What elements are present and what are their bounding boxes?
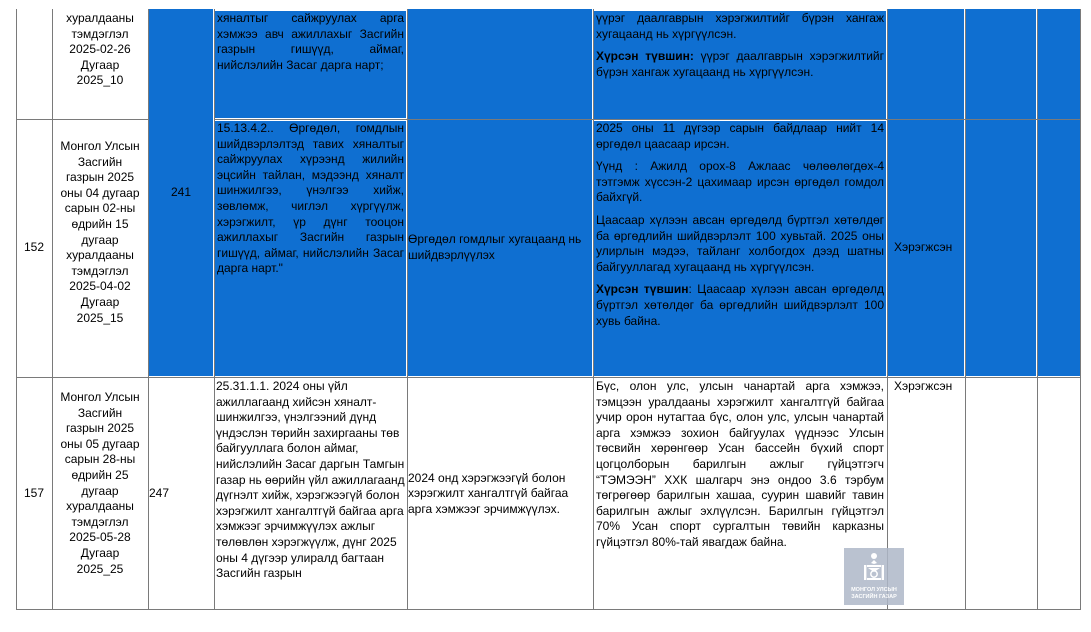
- decision-line: Засгийн: [77, 154, 123, 169]
- task-cell: 25.31.1.1. 2024 оны үйл ажиллагаанд хийсэн хяналт-шинжилгээ, үнэлгээний дүнд үндэслэн төрийн захиргааны төв байгууллага болон аймаг, нийслэлийн Засаг даргын Тамгын газар нь өөрийн үйл ажиллагаанд дүгнэлт хийж, хэрэгжээгүй болон хэрэгжилт хангалтгүй байгаа арга хэмжээг эрчимжүүлэх ажлыг төлөвлөн хэрэгжүүлж, дүнг 2025 оны 4 дүгээр улиралд багтаан Засгийн газрын: [215, 379, 406, 610]
- decision-line: Дугаар: [80, 294, 120, 309]
- decision-line: 2025_15: [76, 310, 124, 325]
- extra-cell: [966, 9, 1036, 119]
- decision-line: Засгийн: [77, 405, 123, 420]
- decision-line: сарын 02-ны: [64, 201, 136, 216]
- decision-line: 2025-05-28: [69, 530, 131, 545]
- grid-line: [52, 9, 53, 610]
- decision-line: тэмдэглэл: [71, 263, 129, 278]
- grid-line: [1037, 9, 1038, 610]
- decision-line: Дугаар: [80, 57, 120, 72]
- decision-line: өдрийн 15: [71, 216, 129, 231]
- report-achievement: Хүрсэн түвшин: үүрэг даалгаврын хэрэгжилтийг бүрэн хангаж хугацаанд нь хүргүүлсэн.: [596, 49, 884, 79]
- report-paragraph: Цаасаар хүлээн авсан өргөдөлд бүртгэл хөтөлдөг ба өргөдлийн шийдвэрлэлт 100 хувьтай. 2025 оны улирлын мэдээ, тайланг холбогдох дээд шатны байгууллагад хугацаанд нь хүргүүлсэн.: [596, 212, 884, 274]
- report-cell: [594, 121, 886, 376]
- decision-line: хуралдааны: [66, 248, 134, 263]
- extra-cell: [966, 120, 1036, 376]
- grid-line: [17, 609, 1081, 610]
- grid-line: [16, 9, 17, 610]
- grid-line: [1080, 9, 1081, 610]
- decision-line: хуралдааны: [66, 499, 134, 514]
- extra-cell: [1038, 9, 1081, 119]
- row-num-cell: [17, 378, 51, 610]
- grid-line: [965, 9, 966, 610]
- decision-line: 2025-02-26: [69, 42, 131, 57]
- report-cell: [594, 11, 886, 119]
- grid-line: [593, 9, 594, 610]
- watermark-line: МОНГОЛ УЛСЫН: [851, 587, 897, 593]
- index-number: 241: [170, 184, 192, 199]
- decision-line: сарын 28-ны: [64, 452, 136, 467]
- decision-line: газрын 2025: [65, 170, 135, 185]
- decision-line: дугаар: [81, 483, 119, 498]
- grid-line: [17, 119, 149, 120]
- government-watermark: [844, 548, 904, 605]
- decision-line: 2025_25: [76, 561, 124, 576]
- report-paragraph: үүрэг даалгаврын хэрэгжилтийг бүрэн хангаж хугацаанд нь хүргүүлсэн.: [596, 11, 884, 41]
- status-cell: [888, 9, 964, 119]
- report-cell: [594, 379, 886, 610]
- report-achievement: Хүрсэн түвшин: Цаасаар хүлээн авсан өргөдөлд бүртгэл хөтөлдөг ба өргөдлийн шийдвэрлэлт 100 хувь байна.: [596, 282, 884, 328]
- task-cell: хяналтыг сайжруулах арга хэмжээ авч ажиллахыг Засгийн газрын гишүүд, аймаг, нийслэлийн Засаг дарга нарт;: [215, 11, 406, 118]
- decision-line: газрын 2025: [65, 421, 135, 436]
- decision-line: 2025-04-02: [69, 279, 131, 294]
- measure-cell: [408, 9, 592, 119]
- row-number: 152: [23, 240, 45, 255]
- decision-line: хуралдааны: [66, 11, 134, 25]
- decision-line: тэмдэглэл: [71, 514, 129, 529]
- soyombo-emblem-icon: [861, 552, 887, 582]
- report-paragraph: Үүнд : Ажилд орох-8 Ажлаас чөлөөлөгдөх-4 тэтгэмж хүссэн-2 цахимаар ирсэн өргөдөл гомдол байхгүй.: [596, 159, 884, 205]
- index-number: 247: [149, 486, 170, 501]
- decision-line: Дугаар: [80, 545, 120, 560]
- decision-line: дугаар: [81, 232, 119, 247]
- decision-line: 2025_10: [76, 73, 124, 88]
- row-number: 157: [23, 486, 45, 501]
- decision-cell: [53, 11, 147, 119]
- decision-line: Монгол Улсын: [60, 390, 140, 404]
- extra-cell: [1038, 378, 1081, 610]
- grid-line: [214, 9, 215, 610]
- grid-line: [887, 9, 888, 610]
- measure-cell: Өргөдөл гомдлыг хугацаанд нь шийдвэрлүүлэх: [408, 120, 592, 376]
- status-cell: [888, 120, 964, 376]
- grid-line: [214, 119, 1081, 120]
- grid-line: [148, 9, 149, 610]
- grid-line: [407, 9, 408, 610]
- decision-cell: [53, 139, 147, 376]
- decision-line: өдрийн 25: [71, 467, 129, 482]
- grid-line: [17, 377, 1081, 378]
- row-num-cell: [17, 9, 51, 119]
- index-cell: [149, 9, 213, 376]
- task-cell: 15.13.4.2.. Өргөдөл, гомдлын шийдвэрлэлтэд тавих хяналтыг сайжруулах хүрээнд жилийн эцсийн тайлан, мэдээнд хяналт шинжилгээ, үнэлгээ хийж, зөвлөмж, чиглэл хүргүүлж, хэрэгжилт, үр дүнг тооцон ажиллахыг Засгийн газрын гишүүд, аймаг, нийслэлийн Засаг дарга нарт.": [215, 121, 406, 376]
- report-paragraph: 2025 оны 11 дүгээр сарын байдлаар нийт 14 өргөдөл цаасаар ирсэн.: [596, 121, 884, 151]
- decision-table: [17, 9, 1081, 610]
- extra-cell: [966, 378, 1036, 610]
- watermark-line: ЗАСГИЙН ГАЗАР: [851, 594, 897, 600]
- decision-line: оны 05 дугаар: [60, 436, 140, 451]
- decision-line: Монгол Улсын: [60, 139, 140, 153]
- decision-line: тэмдэглэл: [71, 26, 129, 41]
- report-paragraph: Бүс, олон улс, улсын чанартай арга хэмжээ, тэмцээн уралдааны хэрэгжилт хангалтгүй байгаа учир орон нутагтаа бүс, олон улс, улсын чанартай арга хэмжээ зохион байгуулах үүднээс Улсын төсвийн хөрөнгөөр Усан бассейн бүхий спорт цогцолборын барилгын ажлыг гүйцэтгэгч “ТЭМЭЭН” ХХК шалгарч энэ ондоо 3.6 тэрбум төгрөгөөр барилгын хашаа, суурин шавийг тавин барилгын ажлыг эхлүүлсэн. Барилгын гүйцэтгэл 70% Усан спорт сургалтын төвийн карказны гүйцэтгэл 80%-тай явагдаж байна.: [596, 379, 884, 549]
- decision-cell: [53, 390, 147, 610]
- index-cell: [149, 378, 213, 610]
- extra-cell: [1038, 120, 1081, 376]
- decision-line: оны 04 дугаар: [60, 185, 140, 200]
- status-text: Хэрэгжсэн: [894, 379, 953, 393]
- measure-cell: 2024 онд хэрэгжээгүй болон хэрэгжилт хангалтгүй байгаа арга хэмжээг эрчимжүүлэх.: [408, 378, 592, 610]
- row-num-cell: [17, 120, 51, 376]
- status-text: Хэрэгжсэн: [894, 240, 953, 255]
